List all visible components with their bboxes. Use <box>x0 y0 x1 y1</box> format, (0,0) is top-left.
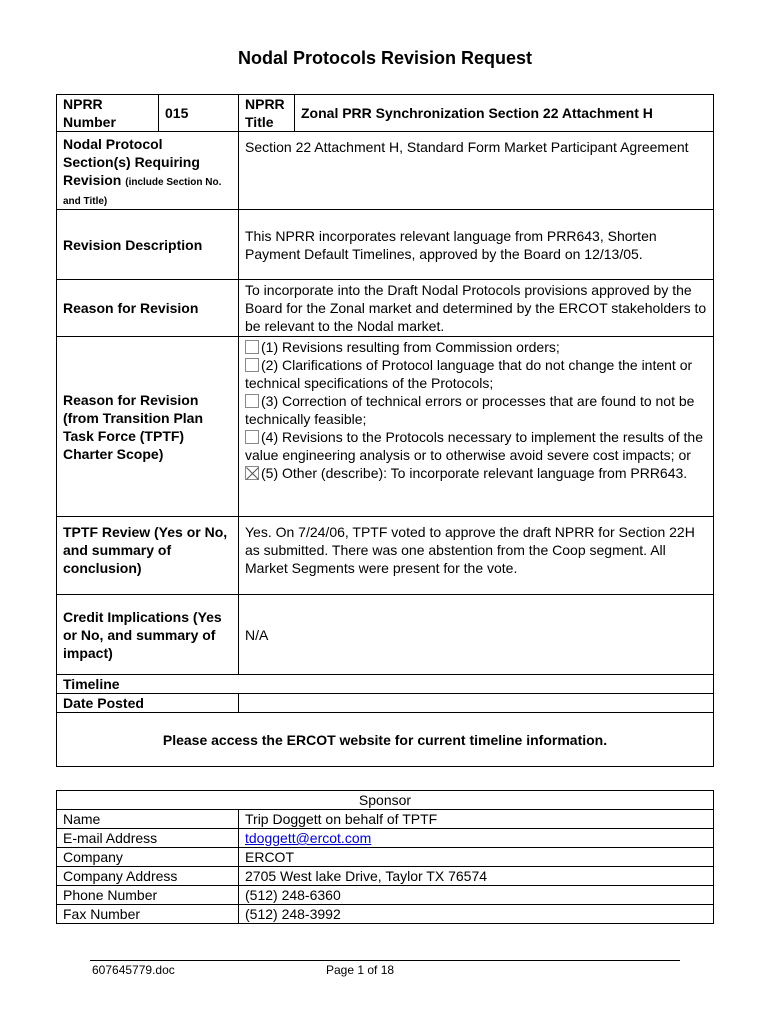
sponsor-company-value: ERCOT <box>239 848 714 867</box>
protocol-section-label: Nodal Protocol Section(s) Requiring Revision <box>63 136 200 188</box>
sponsor-phone-label: Phone Number <box>57 886 239 905</box>
checkbox-option-3[interactable] <box>245 394 259 408</box>
sponsor-name-value: Trip Doggett on behalf of TPTF <box>239 810 714 829</box>
protocol-section-label-cell <box>57 132 239 210</box>
timeline-label: Timeline <box>57 675 714 694</box>
tptf-option-2: (2) Clarifications of Protocol language that do not change the intent or technical specifications of the Protocols; <box>245 357 693 391</box>
timeline-notice: Please access the ERCOT website for current timeline information. <box>57 713 714 767</box>
revision-description-label: Revision Description <box>57 210 239 280</box>
sponsor-row <box>57 810 714 829</box>
sponsor-row <box>57 867 714 886</box>
sponsor-email-link[interactable]: tdoggett@ercot.com <box>245 830 372 846</box>
date-posted-value <box>239 694 714 713</box>
sponsor-table <box>56 790 714 924</box>
checkbox-option-5-checked[interactable] <box>245 466 259 480</box>
nprr-number-label: NPRR Number <box>57 95 159 132</box>
nprr-number-value: 015 <box>159 95 239 132</box>
sponsor-row <box>57 829 714 848</box>
tptf-reason-label: Reason for Revision (from Transition Plan Task Force (TPTF) Charter Scope) <box>57 337 239 517</box>
sponsor-phone-value: (512) 248-6360 <box>239 886 714 905</box>
sponsor-company-label: Company <box>57 848 239 867</box>
revision-description-value: This NPRR incorporates relevant language from PRR643, Shorten Payment Default Timelines, approved by the Board on 12/13/05. <box>239 210 714 280</box>
tptf-option-5: (5) Other (describe): To incorporate relevant language from PRR643. <box>245 464 707 482</box>
date-posted-label: Date Posted <box>57 694 239 713</box>
tptf-option-1: (1) Revisions resulting from Commission orders; <box>245 338 707 356</box>
tptf-review-value: Yes. On 7/24/06, TPTF voted to approve the draft NPRR for Section 22H as submitted. There was one abstention from the Coop segment. All Market Segments were present for the vote. <box>239 517 714 595</box>
protocol-section-note: (include Section No. and Title) <box>63 177 222 207</box>
footer-page-number: Page 1 of 18 <box>326 963 395 977</box>
sponsor-address-value: 2705 West lake Drive, Taylor TX 76574 <box>239 867 714 886</box>
sponsor-name-label: Name <box>57 810 239 829</box>
nprr-title-label: NPRR Title <box>239 95 295 132</box>
footer-filename: 607645779.doc <box>92 963 175 977</box>
reason-label: Reason for Revision <box>57 280 239 337</box>
sponsor-address-label: Company Address <box>57 867 239 886</box>
tptf-option-3: (3) Correction of technical errors or processes that are found to not be technically feasible; <box>245 393 695 427</box>
checkbox-option-2[interactable] <box>245 358 259 372</box>
document-title: Nodal Protocols Revision Request <box>237 48 533 68</box>
credit-implications-value: N/A <box>239 595 714 675</box>
sponsor-row <box>57 848 714 867</box>
sponsor-fax-value: (512) 248-3992 <box>239 905 714 924</box>
nprr-table <box>56 94 714 767</box>
sponsor-email-label: E-mail Address <box>57 829 239 848</box>
sponsor-row <box>57 905 714 924</box>
sponsor-row <box>57 886 714 905</box>
sponsor-heading: Sponsor <box>57 791 714 810</box>
reason-value: To incorporate into the Draft Nodal Protocols provisions approved by the Board for the Zonal market and determined by the ERCOT stakeholders to be relevant to the Nodal market. <box>239 280 714 337</box>
protocol-section-value: Section 22 Attachment H, Standard Form Market Participant Agreement <box>239 132 714 210</box>
tptf-review-label: TPTF Review (Yes or No, and summary of conclusion) <box>57 517 239 595</box>
nprr-title-value: Zonal PRR Synchronization Section 22 Attachment H <box>295 95 714 132</box>
checkbox-option-1[interactable] <box>245 340 259 354</box>
tptf-option-4: (4) Revisions to the Protocols necessary to implement the results of the value engineering analysis or to otherwise avoid severe cost impacts; or <box>245 429 703 463</box>
checkbox-option-4[interactable] <box>245 430 259 444</box>
tptf-options <box>239 337 714 517</box>
credit-implications-label: Credit Implications (Yes or No, and summary of impact) <box>57 595 239 675</box>
footer-divider <box>90 960 680 961</box>
sponsor-fax-label: Fax Number <box>57 905 239 924</box>
